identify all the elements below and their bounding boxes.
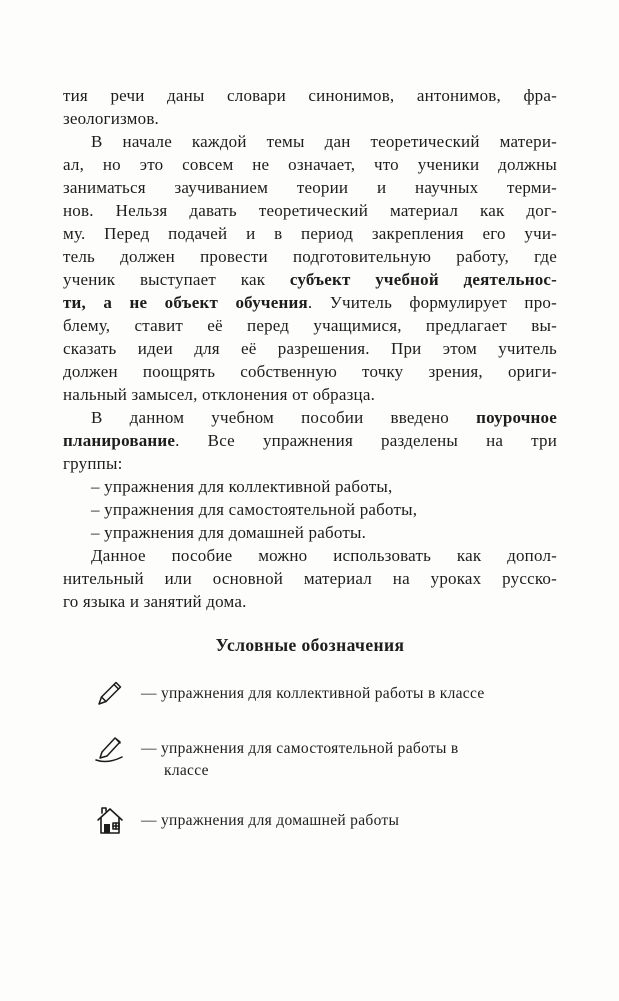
text-line bbox=[63, 521, 557, 544]
text-segment: нальный замысел, отклонения от образца. bbox=[63, 385, 376, 404]
legend-item bbox=[93, 681, 557, 710]
bold-text-segment: субъект учебной деятельнос- bbox=[289, 270, 558, 289]
legend-text bbox=[141, 808, 399, 832]
text-line bbox=[63, 452, 557, 475]
bullet-list bbox=[63, 475, 557, 544]
text-segment: нов. Нельзя давать теоретический материал как дог- bbox=[63, 201, 557, 220]
text-segment: – упражнения для коллективной работы, bbox=[91, 477, 393, 496]
text-line bbox=[63, 475, 557, 498]
text-segment: Данное пособие можно использовать как допол- bbox=[91, 546, 557, 565]
text-line bbox=[63, 337, 557, 360]
paragraph bbox=[63, 84, 557, 130]
paragraph bbox=[63, 406, 557, 475]
legend-text bbox=[141, 736, 459, 782]
house-icon bbox=[93, 805, 131, 836]
legend bbox=[63, 681, 557, 836]
text-segment: группы: bbox=[63, 454, 123, 473]
text-segment: ал, но это совсем не означает, что ученики должны bbox=[63, 155, 557, 174]
bold-text-segment: планирование bbox=[63, 431, 176, 450]
text-line bbox=[63, 291, 557, 314]
text-line bbox=[63, 360, 557, 383]
text-line bbox=[63, 544, 557, 567]
text-line bbox=[63, 130, 557, 153]
text-line bbox=[63, 567, 557, 590]
legend-item bbox=[93, 808, 557, 836]
text-segment: В начале каждой темы дан теоретический матери- bbox=[91, 132, 557, 151]
text-line bbox=[63, 268, 557, 291]
text-segment: заниматься заучиванием теории и научных терми- bbox=[63, 178, 557, 197]
text-line bbox=[63, 153, 557, 176]
text-segment: – упражнения для домашней работы. bbox=[91, 523, 367, 542]
paragraph bbox=[63, 544, 557, 613]
text-segment: сказать идеи для её разрешения. При этом учитель bbox=[63, 339, 557, 358]
legend-text-line: — упражнения для коллективной работы в классе bbox=[141, 685, 485, 702]
text-line bbox=[63, 314, 557, 337]
text-segment: тель должен провести подготовительную работу, где bbox=[63, 247, 557, 266]
text-line bbox=[63, 107, 557, 130]
section-heading: Условные обозначения bbox=[215, 635, 405, 655]
paragraphs bbox=[63, 84, 557, 613]
text-segment: . Учитель формулирует про- bbox=[307, 293, 557, 312]
text-line bbox=[63, 84, 557, 107]
text-line bbox=[63, 222, 557, 245]
text-segment: блему, ставит её перед учащимися, предлагает вы- bbox=[63, 316, 557, 335]
text-line bbox=[63, 429, 557, 452]
text-line bbox=[63, 176, 557, 199]
legend-text-line: — упражнения для домашней работы bbox=[141, 812, 400, 829]
text-segment: го языка и занятий дома. bbox=[63, 592, 247, 611]
text-line bbox=[63, 498, 557, 521]
legend-text-line: — упражнения для самостоятельной работы в bbox=[141, 740, 459, 757]
text-segment: ученик выступает как bbox=[63, 270, 290, 289]
text-segment: зеологизмов. bbox=[63, 109, 159, 128]
text-line bbox=[63, 590, 557, 613]
bold-text-segment: ти, а не объект обучения bbox=[63, 293, 308, 312]
legend-text bbox=[141, 681, 485, 705]
bold-text-segment: поурочное bbox=[476, 408, 557, 427]
legend-item bbox=[93, 736, 557, 782]
text-line bbox=[63, 245, 557, 268]
text-line bbox=[63, 383, 557, 406]
text-segment: тия речи даны словари синонимов, антонимов, фра- bbox=[63, 86, 557, 105]
text-segment: му. Перед подачей и в период закрепления его учи- bbox=[63, 224, 557, 243]
writing-hand-icon bbox=[93, 733, 131, 764]
text-segment: нительный или основной материал на уроках русско- bbox=[63, 569, 557, 588]
text-line bbox=[63, 199, 557, 222]
pencil-icon bbox=[93, 678, 131, 710]
text-segment: . Все упражнения разделены на три bbox=[175, 431, 557, 450]
page-text bbox=[63, 84, 557, 862]
text-segment: должен поощрять собственную точку зрения, ориги- bbox=[63, 362, 557, 381]
text-line bbox=[63, 406, 557, 429]
paragraph bbox=[63, 130, 557, 406]
text-segment: В данном учебном пособии введено bbox=[91, 408, 477, 427]
text-segment: – упражнения для самостоятельной работы, bbox=[91, 500, 418, 519]
legend-text-line: классе bbox=[164, 762, 209, 779]
